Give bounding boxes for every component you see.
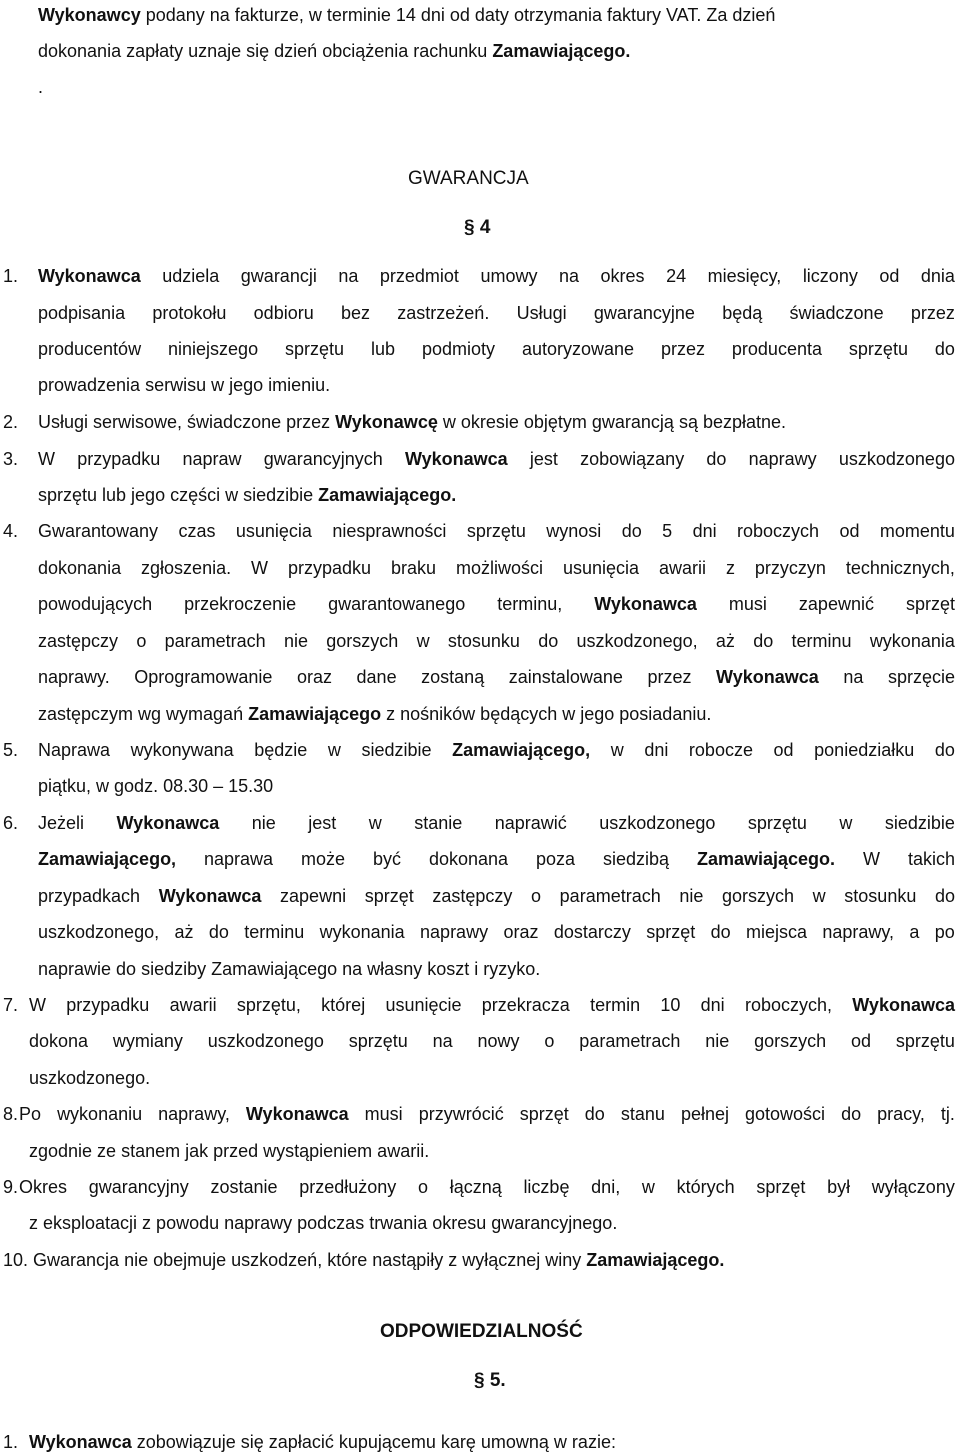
item-5-line-2: piątku, w godz. 08.30 – 15.30 <box>38 776 274 796</box>
word: stanie <box>414 813 463 833</box>
word: gwarancyjne <box>593 303 695 323</box>
item-number-4: 4. <box>3 521 19 541</box>
intro-line-1 <box>38 4 775 26</box>
word: musi <box>728 594 767 614</box>
word: przekracza <box>481 995 570 1015</box>
word: W <box>29 995 46 1015</box>
word: pełnej <box>680 1104 729 1124</box>
word: oraz <box>503 922 539 942</box>
item-6-line-4 <box>38 921 955 943</box>
word: liczony <box>802 266 858 286</box>
word: wykonania <box>319 922 405 942</box>
word: przez <box>910 303 955 323</box>
text: w okresie objętym gwarancją są bezpłatne. <box>437 412 787 432</box>
word: Okres <box>19 1177 68 1197</box>
word: możliwości <box>456 558 544 578</box>
bold-term: Zamawiającego. <box>696 849 836 869</box>
word: nie <box>705 1031 730 1051</box>
word: zostaną <box>421 667 485 687</box>
word: stanu <box>620 1104 665 1124</box>
word: takich <box>907 849 955 869</box>
text: zobowiązuje się zapłacić kupującemu karę umowną w razie: <box>131 1432 616 1452</box>
word: sprzęt <box>364 886 414 906</box>
word: W <box>863 849 880 869</box>
word: sprzęt <box>646 922 696 942</box>
word: uszkodzonego, <box>38 922 160 942</box>
word: przedłużony <box>299 1177 397 1197</box>
word: dni, <box>591 1177 621 1197</box>
item-4-line-2 <box>38 557 955 579</box>
word: dni <box>692 521 717 541</box>
word: miesięcy, <box>707 266 782 286</box>
item-6-line-5: naprawie do siedziby Zamawiającego na własny koszt i ryzyko. <box>38 959 541 979</box>
word: bez <box>340 303 371 323</box>
word: zapewnić <box>798 594 874 614</box>
item-number-6: 6. <box>3 813 19 833</box>
word: naprawy <box>420 922 489 942</box>
word: przypadkach <box>38 886 141 906</box>
word: dokonana <box>428 849 509 869</box>
word: sprzętu <box>466 521 526 541</box>
word: sprzętu, <box>236 995 301 1015</box>
item-10-line-1 <box>3 1249 724 1271</box>
word: umowy <box>480 266 538 286</box>
word: przez <box>660 339 705 359</box>
word: producentów <box>38 339 142 359</box>
word: w <box>641 1177 655 1197</box>
word: do <box>841 1104 862 1124</box>
word: będzie <box>254 740 308 760</box>
word: 5 <box>662 521 673 541</box>
word: po <box>934 922 955 942</box>
item-2-line-1 <box>38 411 786 433</box>
word: wynosi <box>546 521 602 541</box>
word: w <box>839 813 853 833</box>
word: sprzęcie <box>887 667 955 687</box>
word: wymiany <box>112 1031 183 1051</box>
item-number-8: 8. <box>3 1104 19 1124</box>
item-6-line-2 <box>38 848 955 870</box>
item-1-line-4: prowadzenia serwisu w jego imieniu. <box>38 375 331 395</box>
word: od <box>851 1031 872 1051</box>
word: zainstalowane <box>508 667 623 687</box>
word: okres <box>600 266 645 286</box>
item-7-line-1 <box>29 994 955 1016</box>
word: technicznych, <box>845 558 955 578</box>
word: sprzętu <box>895 1031 955 1051</box>
item-9-line-1 <box>19 1176 955 1198</box>
word: do <box>208 922 229 942</box>
word: wykonaniu <box>57 1104 143 1124</box>
text: z nośników będących w jego posiadaniu. <box>381 704 712 724</box>
word: przez <box>647 667 692 687</box>
text: zastępczym wg wymagań <box>38 704 249 724</box>
item-number-10: 10. <box>3 1250 29 1270</box>
word: parametrach <box>559 886 661 906</box>
word: pracy, <box>877 1104 925 1124</box>
word: przypadku <box>66 995 150 1015</box>
section-heading-odpowiedzialnosc: ODPOWIEDZIALNOŚĆ <box>380 1321 583 1342</box>
word: do <box>934 740 955 760</box>
item-1-line-2 <box>38 302 955 324</box>
word: Jeżeli <box>38 813 85 833</box>
word: 10 <box>660 995 681 1015</box>
word: sprzętu <box>285 339 345 359</box>
text: Usługi serwisowe, świadczone przez <box>38 412 336 432</box>
word: jest <box>308 813 337 833</box>
word: w <box>368 813 382 833</box>
item-4-line-5 <box>38 666 955 688</box>
word: świadczone <box>789 303 884 323</box>
word: lub <box>370 339 396 359</box>
word: dokonania <box>38 558 122 578</box>
word: może <box>301 849 346 869</box>
word: gwarantowanego <box>328 594 466 614</box>
bold-term: Wykonawcę <box>335 412 438 432</box>
s5-item-1-line-1 <box>29 1431 616 1453</box>
word: zobowiązany <box>580 449 685 469</box>
word: zgłoszenia. <box>141 558 232 578</box>
word: o <box>136 631 147 651</box>
word: a <box>909 922 920 942</box>
word: oraz <box>296 667 332 687</box>
intro-line-3: . <box>38 77 44 97</box>
item-7-line-3: uszkodzonego. <box>29 1068 151 1088</box>
word: zastępczy <box>432 886 513 906</box>
word: o <box>544 1031 555 1051</box>
word: od <box>839 521 860 541</box>
word: wyłączony <box>871 1177 955 1197</box>
word: sprzętu <box>747 813 807 833</box>
item-7-line-2 <box>29 1030 955 1052</box>
word: parametrach <box>579 1031 681 1051</box>
word: będą <box>722 303 763 323</box>
item-4-line-3 <box>38 593 955 615</box>
word: awarii <box>169 995 217 1015</box>
word: do <box>934 339 955 359</box>
word: siedzibie <box>361 740 432 760</box>
bold-term: Wykonawca <box>116 813 220 833</box>
item-4-line-1 <box>38 520 955 542</box>
bold-term: Zamawiającego <box>248 704 382 724</box>
word: zapewni <box>280 886 347 906</box>
word: siedzibie <box>884 813 955 833</box>
item-6-line-3 <box>38 885 955 907</box>
word: podpisania <box>38 303 126 323</box>
bold-term: Wykonawca <box>158 886 262 906</box>
word: autoryzowane <box>521 339 635 359</box>
word: gorszych <box>722 886 795 906</box>
word: Usługi <box>516 303 567 323</box>
word: zostanie <box>210 1177 278 1197</box>
word: dni <box>700 995 725 1015</box>
bold-term: Zamawiającego. <box>492 41 631 61</box>
bold-term: Wykonawcy <box>38 5 141 25</box>
word: W <box>38 449 55 469</box>
word: niniejszego <box>168 339 259 359</box>
word: przyczyn <box>754 558 826 578</box>
word: terminu <box>244 922 305 942</box>
word: do <box>934 886 955 906</box>
word: do <box>710 922 731 942</box>
word: naprawa <box>204 849 274 869</box>
word: Oprogramowanie <box>134 667 273 687</box>
word: usunięcie <box>385 995 462 1015</box>
bold-term: Wykonawca <box>245 1104 349 1124</box>
word: aż <box>174 922 194 942</box>
word: Naprawa <box>38 740 111 760</box>
bold-term: Zamawiającego, <box>38 849 177 869</box>
word: przypadku <box>288 558 372 578</box>
word: roboczych, <box>744 995 832 1015</box>
word: sprzęt <box>756 1177 806 1197</box>
word: poza <box>535 849 576 869</box>
word: termin <box>590 995 641 1015</box>
word: nie <box>679 886 704 906</box>
word: naprawić <box>494 813 567 833</box>
word: 24 <box>666 266 687 286</box>
word: łączną <box>449 1177 502 1197</box>
item-number-5: 5. <box>3 740 19 760</box>
word: do <box>753 631 774 651</box>
word: być <box>372 849 401 869</box>
word: przekroczenie <box>184 594 297 614</box>
item-number-7: 7. <box>3 995 19 1015</box>
word: zastrzeżeń. <box>397 303 490 323</box>
bold-term: Wykonawca <box>594 594 697 614</box>
word: nie <box>283 631 308 651</box>
text: Gwarancja nie obejmuje uszkodzeń, które nastąpiły z wyłącznej winy <box>28 1250 587 1270</box>
word: naprawy, <box>158 1104 230 1124</box>
section-number-5: § 5. <box>474 1370 506 1391</box>
word: wykonywana <box>130 740 234 760</box>
item-number-3: 3. <box>3 449 19 469</box>
word: niesprawności <box>332 521 447 541</box>
word: robocze <box>688 740 753 760</box>
word: wykonania <box>869 631 955 651</box>
word: z <box>725 558 735 578</box>
word: napraw <box>182 449 242 469</box>
word: podmioty <box>421 339 495 359</box>
word: usunięcia <box>235 521 312 541</box>
word: powodujących <box>38 594 153 614</box>
word: na <box>843 667 864 687</box>
word: nowy <box>477 1031 520 1051</box>
intro-line-2 <box>38 40 630 62</box>
word: braku <box>391 558 437 578</box>
word: Gwarantowany <box>38 521 159 541</box>
word: liczbę <box>523 1177 570 1197</box>
word: protokołu <box>152 303 227 323</box>
item-9-line-2: z eksploatacji z powodu naprawy podczas trwania okresu gwarancyjnego. <box>29 1213 618 1233</box>
item-4-line-4 <box>38 630 955 652</box>
word: nie <box>251 813 276 833</box>
word: odbioru <box>253 303 314 323</box>
bold-term: Wykonawca <box>852 995 955 1015</box>
bold-term: Zamawiającego, <box>452 740 591 760</box>
word: do <box>706 449 727 469</box>
word: jest <box>529 449 558 469</box>
bold-term: Wykonawca <box>716 667 819 687</box>
word: uszkodzonego <box>599 813 716 833</box>
word: stosunku <box>844 886 917 906</box>
word: na <box>432 1031 453 1051</box>
word: gotowości <box>745 1104 826 1124</box>
word: producenta <box>731 339 822 359</box>
word: parametrach <box>164 631 266 651</box>
word: miejsca <box>745 922 807 942</box>
word: zastępczy <box>38 631 119 651</box>
bold-term: Zamawiającego. <box>318 485 457 505</box>
word: roboczych <box>737 521 820 541</box>
word: do <box>621 521 642 541</box>
word: w <box>416 631 430 651</box>
s5-item-number-1: 1. <box>3 1432 19 1452</box>
word: uszkodzonego <box>207 1031 324 1051</box>
item-8-line-1 <box>19 1103 955 1125</box>
item-3-line-2 <box>38 484 456 506</box>
word: w <box>610 740 624 760</box>
word: przypadku <box>77 449 161 469</box>
word: w <box>812 886 826 906</box>
word: gwarancji <box>240 266 317 286</box>
item-1-line-1 <box>38 265 955 287</box>
item-8-line-2: zgodnie ze stanem jak przed wystąpieniem awarii. <box>29 1141 430 1161</box>
item-number-2: 2. <box>3 412 19 432</box>
word: której <box>321 995 366 1015</box>
item-number-9: 9. <box>3 1177 19 1197</box>
word: sprzęt <box>905 594 955 614</box>
word: od <box>773 740 794 760</box>
word: na <box>338 266 359 286</box>
word: na <box>558 266 580 286</box>
word: dnia <box>920 266 955 286</box>
word: W <box>251 558 269 578</box>
word: naprawy <box>748 449 817 469</box>
word: przedmiot <box>379 266 459 286</box>
word: przywrócić <box>418 1104 504 1124</box>
word: sprzętu <box>848 339 908 359</box>
item-5-line-1 <box>38 739 955 761</box>
word: dokona <box>29 1031 89 1051</box>
word: stosunku <box>447 631 520 651</box>
word: o <box>417 1177 428 1197</box>
word: sprzętu <box>348 1031 408 1051</box>
item-4-line-6 <box>38 703 711 725</box>
item-6-line-1 <box>38 812 955 834</box>
word: sprzęt <box>519 1104 569 1124</box>
word: do <box>538 631 559 651</box>
word: od <box>879 266 900 286</box>
word: uszkodzonego, <box>576 631 698 651</box>
bold-term: Wykonawca <box>404 449 508 469</box>
word: naprawy, <box>822 922 895 942</box>
word: gwarancyjnych <box>263 449 383 469</box>
section-heading-gwarancja: GWARANCJA <box>408 168 529 189</box>
item-1-line-3 <box>38 338 955 360</box>
word: do <box>584 1104 605 1124</box>
word: musi <box>364 1104 403 1124</box>
word: uszkodzonego <box>838 449 955 469</box>
section-number-4: § 4 <box>464 217 491 238</box>
word: udziela <box>162 266 220 286</box>
item-number-1: 1. <box>3 266 19 286</box>
bold-term: Wykonawca <box>38 266 141 286</box>
word: gwarancyjny <box>88 1177 189 1197</box>
word: w <box>327 740 341 760</box>
word: tj. <box>940 1104 955 1124</box>
word: poniedziałku <box>814 740 915 760</box>
word: dni <box>644 740 669 760</box>
word: o <box>531 886 542 906</box>
bold-term: Wykonawca <box>29 1432 132 1452</box>
word: czas <box>178 521 216 541</box>
text: sprzętu lub jego części w siedzibie <box>38 485 319 505</box>
item-3-line-1 <box>38 448 955 470</box>
word: terminu, <box>497 594 563 614</box>
word: był <box>827 1177 851 1197</box>
word: aż <box>715 631 735 651</box>
word: gorszych <box>754 1031 827 1051</box>
word: Po <box>19 1104 42 1124</box>
word: siedzibą <box>602 849 670 869</box>
text: dokonania zapłaty uznaje się dzień obciążenia rachunku <box>38 41 493 61</box>
word: gorszych <box>326 631 399 651</box>
text: podany na fakturze, w terminie 14 dni od daty otrzymania faktury VAT. Za dzień <box>140 5 776 25</box>
bold-term: Zamawiającego. <box>586 1250 725 1270</box>
word: terminu <box>791 631 852 651</box>
word: momentu <box>879 521 955 541</box>
word: których <box>676 1177 735 1197</box>
word: usunięcia <box>562 558 640 578</box>
word: naprawy. <box>38 667 110 687</box>
word: awarii <box>658 558 706 578</box>
word: dane <box>356 667 397 687</box>
word: dostarczy <box>553 922 631 942</box>
